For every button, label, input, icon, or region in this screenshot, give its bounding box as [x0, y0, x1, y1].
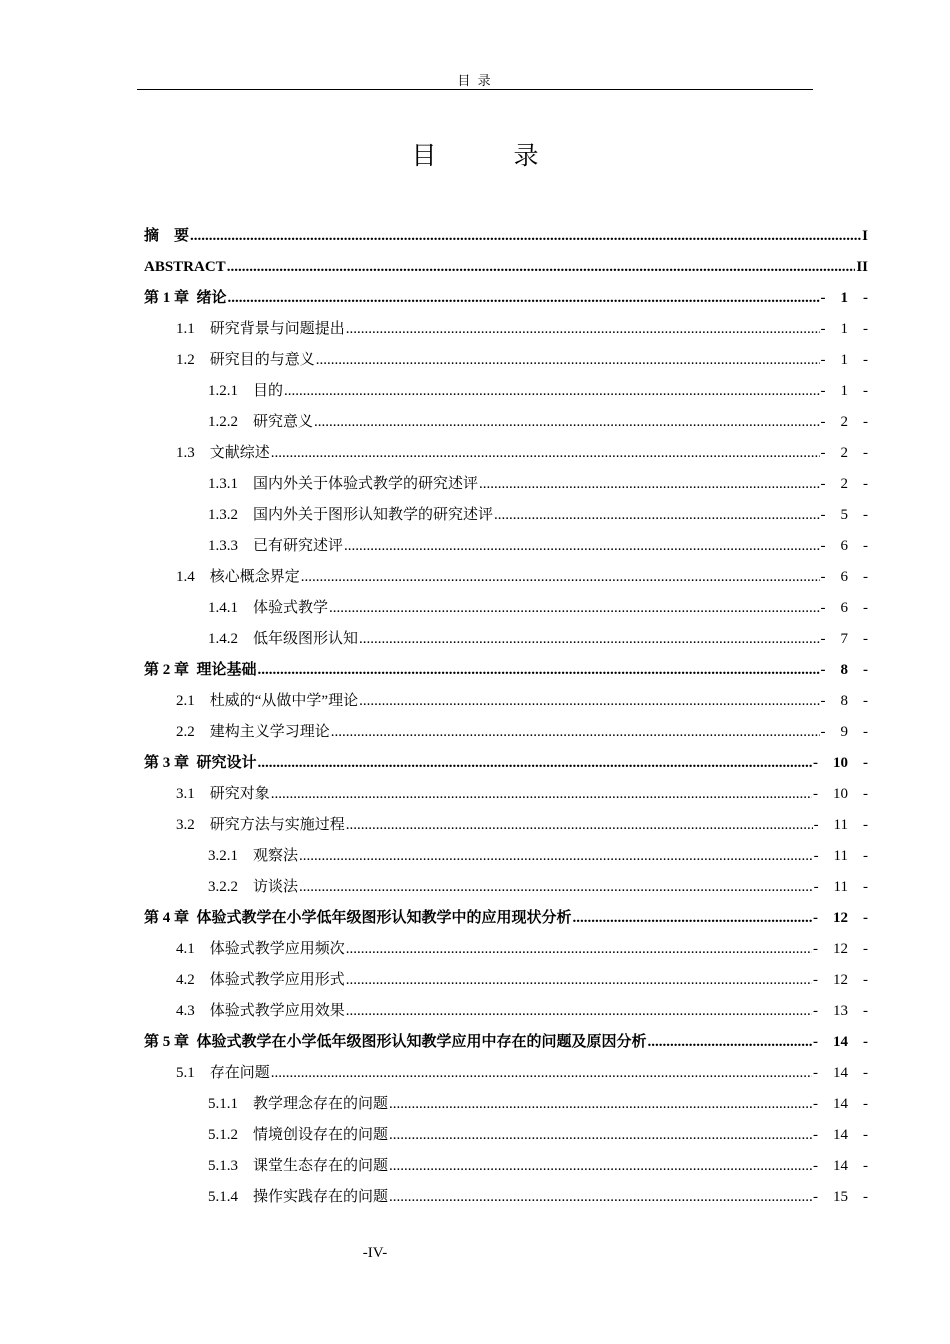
toc-entry-text: 体验式教学 — [253, 600, 329, 616]
toc-entry-title — [144, 655, 257, 686]
toc-entry-title — [208, 376, 283, 407]
toc-entry-number: 1.4.2 — [208, 631, 238, 647]
toc-entry-number: 1.2.1 — [208, 383, 238, 399]
toc-entry[interactable] — [144, 531, 868, 562]
toc-entry-text: 核心概念界定 — [209, 569, 300, 585]
toc-entry-page: - 2 - — [820, 414, 868, 430]
toc-entry-page: - 12 - — [813, 910, 868, 926]
dot-leader — [359, 624, 819, 655]
dot-leader — [346, 996, 812, 1027]
toc-entry-text: 国内外关于体验式教学的研究述评 — [253, 476, 479, 492]
toc-entry-number: 第 5 章 — [144, 1034, 190, 1050]
dot-leader — [573, 903, 812, 934]
dot-leader — [284, 376, 819, 407]
toc-entry-title — [176, 996, 345, 1027]
dot-leader — [389, 1151, 812, 1182]
toc-entry[interactable] — [144, 872, 868, 903]
toc-entry-text: 文献综述 — [209, 445, 270, 461]
toc-entry-page: - 2 - — [820, 445, 868, 461]
toc-entry-text: 体验式教学应用频次 — [209, 941, 345, 957]
toc-entry-title — [176, 965, 345, 996]
toc-entry-text: 情境创设存在的问题 — [253, 1127, 389, 1143]
dot-leader — [299, 872, 813, 903]
toc-entry-text: 体验式教学在小学低年级图形认知教学应用中存在的问题及原因分析 — [196, 1034, 647, 1050]
dot-leader — [494, 500, 819, 531]
toc-entry-title — [208, 1089, 388, 1120]
toc-entry[interactable] — [144, 1151, 868, 1182]
dot-leader — [227, 252, 856, 283]
toc-entry-text: 体验式教学应用效果 — [209, 1003, 345, 1019]
dot-leader — [479, 469, 819, 500]
toc-entry-number: ABSTRACT — [144, 259, 226, 275]
toc-entry-text: 研究对象 — [209, 786, 270, 802]
toc-entry[interactable] — [144, 841, 868, 872]
table-of-contents — [144, 221, 868, 1213]
toc-entry-text: 建构主义学习理论 — [209, 724, 330, 740]
dot-leader — [271, 779, 812, 810]
toc-entry-page: - 1 - — [820, 290, 868, 306]
toc-entry[interactable] — [144, 748, 868, 779]
toc-entry[interactable] — [144, 996, 868, 1027]
dot-leader — [346, 314, 820, 345]
toc-entry-text: 绪论 — [196, 290, 227, 306]
toc-entry-page: - 8 - — [820, 693, 868, 709]
toc-entry-page: - 9 - — [820, 724, 868, 740]
dot-leader — [344, 531, 819, 562]
toc-entry-title — [176, 686, 358, 717]
toc-entry-text: 操作实践存在的问题 — [253, 1189, 389, 1205]
toc-entry[interactable] — [144, 469, 868, 500]
toc-entry-title — [144, 748, 257, 779]
dot-leader — [258, 655, 820, 686]
toc-entry[interactable] — [144, 1027, 868, 1058]
toc-entry-page: - 13 - — [813, 1003, 868, 1019]
toc-entry-number: 5.1.2 — [208, 1127, 238, 1143]
toc-entry[interactable] — [144, 965, 868, 996]
dot-leader — [314, 407, 819, 438]
toc-entry-number: 摘 要 — [144, 228, 190, 244]
toc-entry-title — [144, 283, 227, 314]
toc-entry-page: - 14 - — [813, 1127, 868, 1143]
toc-entry-page: - 6 - — [820, 600, 868, 616]
toc-entry-page: - 8 - — [820, 662, 868, 678]
toc-entry-text: 教学理念存在的问题 — [253, 1096, 389, 1112]
toc-entry-page: - 1 - — [820, 383, 868, 399]
dot-leader — [346, 934, 812, 965]
toc-entry-page: - 5 - — [820, 507, 868, 523]
page-number: -IV- — [362, 1245, 388, 1261]
toc-entry[interactable] — [144, 1089, 868, 1120]
toc-entry-number: 1.3 — [176, 445, 195, 461]
toc-entry-number: 第 4 章 — [144, 910, 190, 926]
toc-entry[interactable] — [144, 562, 868, 593]
dot-leader — [346, 965, 812, 996]
toc-entry-page: - 1 - — [820, 352, 868, 368]
toc-entry-page: - 6 - — [820, 569, 868, 585]
toc-entry-text: 研究意义 — [253, 414, 314, 430]
toc-entry[interactable] — [144, 221, 868, 252]
dot-leader — [329, 593, 819, 624]
toc-entry-title — [176, 717, 330, 748]
toc-entry[interactable] — [144, 1120, 868, 1151]
toc-entry-page: II — [856, 259, 868, 275]
toc-entry-page: - 14 - — [813, 1065, 868, 1081]
toc-entry-number: 1.3.2 — [208, 507, 238, 523]
toc-entry-text: 观察法 — [253, 848, 299, 864]
dot-leader — [389, 1182, 812, 1213]
toc-entry-text: 研究方法与实施过程 — [209, 817, 345, 833]
toc-entry-title — [208, 407, 313, 438]
toc-entry-page: - 11 - — [813, 848, 868, 864]
toc-entry-number: 5.1.4 — [208, 1189, 238, 1205]
dot-leader — [258, 748, 812, 779]
toc-entry[interactable] — [144, 1182, 868, 1213]
toc-entry-title — [208, 1151, 388, 1182]
toc-entry-number: 第 1 章 — [144, 290, 190, 306]
toc-entry[interactable] — [144, 438, 868, 469]
toc-entry-title — [208, 1182, 388, 1213]
toc-entry-title — [208, 593, 328, 624]
toc-entry-number: 3.1 — [176, 786, 195, 802]
toc-entry-text: 理论基础 — [196, 662, 257, 678]
toc-title: 目 录 — [411, 143, 565, 170]
toc-entry-text: 国内外关于图形认知教学的研究述评 — [253, 507, 494, 523]
dot-leader — [346, 810, 813, 841]
toc-entry-page: - 11 - — [813, 817, 868, 833]
toc-entry-page: - 15 - — [813, 1189, 868, 1205]
toc-entry-title — [176, 779, 270, 810]
toc-entry-text: 研究目的与意义 — [209, 352, 315, 368]
toc-entry-text: 存在问题 — [209, 1065, 270, 1081]
toc-entry-text: 体验式教学应用形式 — [209, 972, 345, 988]
toc-entry[interactable] — [144, 314, 868, 345]
toc-entry-title — [144, 252, 226, 283]
toc-entry-number: 2.2 — [176, 724, 195, 740]
toc-entry-title — [208, 1120, 388, 1151]
toc-entry-title — [176, 934, 345, 965]
toc-entry-text: 研究设计 — [196, 755, 257, 771]
toc-entry-number: 2.1 — [176, 693, 195, 709]
toc-entry-title — [176, 562, 300, 593]
toc-entry-number: 第 3 章 — [144, 755, 190, 771]
toc-entry-number: 3.2.2 — [208, 879, 238, 895]
toc-entry-page: - 2 - — [820, 476, 868, 492]
toc-entry[interactable] — [144, 1058, 868, 1089]
toc-entry-title — [176, 314, 345, 345]
toc-entry-page: - 14 - — [813, 1034, 868, 1050]
dot-leader — [648, 1027, 812, 1058]
toc-entry[interactable] — [144, 252, 868, 283]
header-rule — [137, 89, 813, 90]
toc-entry-number: 1.2.2 — [208, 414, 238, 430]
toc-entry-number: 1.2 — [176, 352, 195, 368]
toc-entry-text: 研究背景与问题提出 — [209, 321, 345, 337]
toc-entry-page: - 14 - — [813, 1158, 868, 1174]
toc-entry[interactable] — [144, 686, 868, 717]
toc-entry-text: 目的 — [253, 383, 284, 399]
toc-entry[interactable] — [144, 624, 868, 655]
toc-entry-title — [144, 903, 572, 934]
toc-entry-text: 课堂生态存在的问题 — [253, 1158, 389, 1174]
toc-entry-text: 已有研究述评 — [253, 538, 344, 554]
toc-entry[interactable] — [144, 655, 868, 686]
toc-entry-text: 访谈法 — [253, 879, 299, 895]
dot-leader — [299, 841, 813, 872]
toc-entry[interactable] — [144, 376, 868, 407]
toc-entry[interactable] — [144, 903, 868, 934]
toc-entry-number: 4.3 — [176, 1003, 195, 1019]
dot-leader — [301, 562, 820, 593]
dot-leader — [331, 717, 820, 748]
toc-entry-number: 第 2 章 — [144, 662, 190, 678]
toc-entry-title — [144, 1027, 647, 1058]
toc-entry[interactable] — [144, 717, 868, 748]
dot-leader — [271, 438, 820, 469]
toc-entry-page: - 10 - — [813, 755, 868, 771]
toc-entry-text: 低年级图形认知 — [253, 631, 359, 647]
toc-entry-title — [208, 872, 298, 903]
dot-leader — [190, 221, 861, 252]
toc-entry[interactable] — [144, 500, 868, 531]
toc-entry-number: 5.1 — [176, 1065, 195, 1081]
toc-entry-number: 1.4.1 — [208, 600, 238, 616]
toc-entry-number: 5.1.3 — [208, 1158, 238, 1174]
toc-entry-number: 1.3.1 — [208, 476, 238, 492]
toc-entry-page: - 1 - — [820, 321, 868, 337]
dot-leader — [228, 283, 820, 314]
toc-entry-page: - 11 - — [813, 879, 868, 895]
toc-entry-number: 3.2.1 — [208, 848, 238, 864]
dot-leader — [316, 345, 820, 376]
toc-entry-title — [208, 531, 343, 562]
toc-entry[interactable] — [144, 593, 868, 624]
running-header: 目 录 — [457, 73, 493, 88]
toc-entry-number: 1.4 — [176, 569, 195, 585]
toc-entry[interactable] — [144, 934, 868, 965]
toc-entry-title — [176, 345, 315, 376]
toc-entry-text: 体验式教学在小学低年级图形认知教学中的应用现状分析 — [196, 910, 572, 926]
toc-entry-number: 4.1 — [176, 941, 195, 957]
toc-entry-title — [208, 624, 358, 655]
toc-entry-title — [208, 500, 493, 531]
toc-entry[interactable] — [144, 779, 868, 810]
toc-entry-page: I — [862, 228, 868, 244]
dot-leader — [359, 686, 819, 717]
toc-entry-title — [208, 841, 298, 872]
toc-entry-number: 5.1.1 — [208, 1096, 238, 1112]
dot-leader — [389, 1089, 812, 1120]
toc-entry[interactable] — [144, 407, 868, 438]
toc-entry-title — [144, 221, 189, 252]
toc-entry-title — [208, 469, 478, 500]
toc-entry-number: 1.1 — [176, 321, 195, 337]
toc-entry[interactable] — [144, 283, 868, 314]
toc-entry-number: 4.2 — [176, 972, 195, 988]
toc-entry-page: - 7 - — [820, 631, 868, 647]
toc-entry-number: 1.3.3 — [208, 538, 238, 554]
toc-entry[interactable] — [144, 345, 868, 376]
toc-entry-number: 3.2 — [176, 817, 195, 833]
toc-entry[interactable] — [144, 810, 868, 841]
dot-leader — [271, 1058, 812, 1089]
toc-entry-title — [176, 1058, 270, 1089]
toc-entry-page: - 12 - — [813, 941, 868, 957]
toc-entry-text: 杜威的“从做中学”理论 — [209, 693, 359, 709]
toc-entry-page: - 10 - — [813, 786, 868, 802]
toc-entry-page: - 6 - — [820, 538, 868, 554]
toc-entry-title — [176, 810, 345, 841]
dot-leader — [389, 1120, 812, 1151]
toc-entry-page: - 12 - — [813, 972, 868, 988]
toc-entry-title — [176, 438, 270, 469]
toc-entry-page: - 14 - — [813, 1096, 868, 1112]
